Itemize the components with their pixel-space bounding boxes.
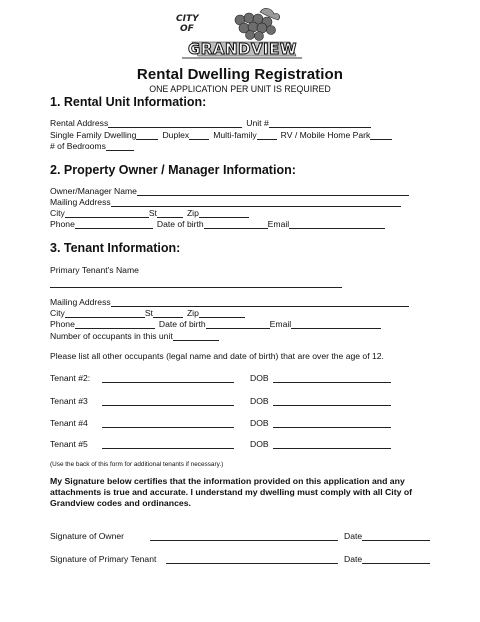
tenant-phone-field[interactable]	[75, 320, 155, 329]
tenant-3-name-field[interactable]	[102, 397, 234, 406]
tenant-4-row	[50, 418, 391, 428]
owner-city-label: City	[50, 208, 65, 218]
owner-mailing-row	[50, 197, 401, 207]
tenant-5-label: Tenant #5	[50, 439, 88, 449]
bedrooms-field[interactable]	[106, 142, 134, 151]
unit-label: Unit #	[246, 118, 269, 128]
bedrooms-row	[50, 141, 134, 151]
owner-dob-label: Date of birth	[156, 219, 204, 229]
tenant-2-label: Tenant #2:	[50, 373, 91, 383]
tenant-zip-label: Zip	[186, 308, 199, 318]
owner-zip-label: Zip	[186, 208, 199, 218]
tenant-signature-field[interactable]	[166, 555, 338, 564]
rental-address-field[interactable]	[108, 119, 242, 128]
tenant-signature-label: Signature of Primary Tenant	[50, 554, 157, 564]
tenant-5-name-field[interactable]	[102, 440, 234, 449]
tenant-5-dob-label: DOB	[250, 439, 269, 449]
tenant-2-row	[50, 373, 391, 383]
city-logo	[172, 6, 312, 64]
primary-tenant-label: Primary Tenant's Name	[50, 265, 139, 275]
section-3-heading: 3. Tenant Information:	[50, 241, 181, 255]
tenant-phone-label: Phone	[50, 319, 75, 329]
rental-address-row	[50, 118, 371, 128]
single-family-field[interactable]	[136, 131, 158, 140]
tenant-signature-date-field[interactable]	[362, 555, 430, 564]
tenant-4-dob-label: DOB	[250, 418, 269, 428]
owner-signature-date-label: Date	[344, 531, 363, 541]
logo-of-text: OF	[180, 24, 194, 34]
logo-city-text: CITY	[176, 14, 199, 24]
multi-family-label: Multi-family	[213, 130, 257, 140]
owner-dob-field[interactable]	[204, 220, 268, 229]
tenant-4-name-field[interactable]	[102, 419, 234, 428]
primary-tenant-field[interactable]	[50, 279, 342, 288]
tenant-4-dob-field[interactable]	[273, 419, 391, 428]
owner-name-field[interactable]	[137, 187, 409, 196]
bedrooms-label: # of Bedrooms	[50, 141, 106, 151]
owner-signature-label: Signature of Owner	[50, 531, 125, 541]
tenant-mailing-field[interactable]	[111, 298, 409, 307]
tenant-signature-row	[50, 554, 430, 564]
owner-st-field[interactable]	[157, 209, 183, 218]
owner-city-row	[50, 208, 249, 218]
tenant-3-row	[50, 396, 391, 406]
tenant-zip-field[interactable]	[199, 309, 245, 318]
duplex-field[interactable]	[189, 131, 209, 140]
owner-signature-date-field[interactable]	[362, 532, 430, 541]
owner-name-label: Owner/Manager Name	[50, 186, 137, 196]
owner-city-field[interactable]	[65, 209, 149, 218]
tenant-dob-field[interactable]	[206, 320, 270, 329]
tenant-5-dob-field[interactable]	[273, 440, 391, 449]
owner-phone-row	[50, 219, 385, 229]
tenant-phone-row	[50, 319, 381, 329]
tenant-st-field[interactable]	[153, 309, 183, 318]
certification-statement: My Signature below certifies that the information provided on this application and any attachments is true and accurate. I understand my dwelling must comply with all City of Grandview codes and ordinances.	[50, 476, 413, 508]
section-1-heading: 1. Rental Unit Information:	[50, 95, 207, 109]
dwelling-type-row	[50, 130, 392, 140]
owner-mailing-label: Mailing Address	[50, 197, 111, 207]
single-family-label: Single Family Dwelling	[50, 130, 137, 140]
duplex-label: Duplex	[162, 130, 190, 140]
tenant-3-label: Tenant #3	[50, 396, 88, 406]
tenant-email-label: Email	[269, 319, 292, 329]
tenant-st-label: St	[144, 308, 153, 318]
owner-zip-field[interactable]	[199, 209, 249, 218]
tenant-email-field[interactable]	[291, 320, 381, 329]
rental-address-label: Rental Address	[50, 118, 109, 128]
tenant-5-row	[50, 439, 391, 449]
owner-email-field[interactable]	[289, 220, 385, 229]
tenant-mailing-row	[50, 297, 409, 307]
owner-signature-field[interactable]	[150, 532, 338, 541]
tenant-2-dob-field[interactable]	[273, 374, 391, 383]
owner-st-label: St	[148, 208, 157, 218]
tenant-2-dob-label: DOB	[250, 373, 269, 383]
tenant-3-dob-field[interactable]	[273, 397, 391, 406]
tenant-signature-date-label: Date	[344, 554, 363, 564]
occupants-row	[50, 331, 219, 341]
tenant-city-label: City	[50, 308, 65, 318]
owner-phone-label: Phone	[50, 219, 75, 229]
back-of-form-note: (Use the back of this form for additional tenants if necessary.)	[50, 461, 224, 468]
tenant-city-row	[50, 308, 245, 318]
owner-mailing-field[interactable]	[111, 198, 401, 207]
tenant-dob-label: Date of birth	[158, 319, 206, 329]
owner-email-label: Email	[267, 219, 290, 229]
section-2-heading: 2. Property Owner / Manager Information:	[50, 163, 296, 177]
form-subtitle: ONE APPLICATION PER UNIT IS REQUIRED	[149, 84, 331, 94]
rv-label: RV / Mobile Home Park	[280, 130, 371, 140]
occupants-label: Number of occupants in this unit	[50, 331, 173, 341]
tenant-4-label: Tenant #4	[50, 418, 88, 428]
owner-phone-field[interactable]	[75, 220, 153, 229]
occupants-note: Please list all other occupants (legal name and date of birth) that are over the age of 12.	[50, 351, 384, 361]
tenant-mailing-label: Mailing Address	[50, 297, 111, 307]
tenant-2-name-field[interactable]	[102, 374, 234, 383]
tenant-3-dob-label: DOB	[250, 396, 269, 406]
form-title: Rental Dwelling Registration	[136, 66, 344, 83]
tenant-city-field[interactable]	[65, 309, 145, 318]
occupants-field[interactable]	[173, 332, 219, 341]
unit-field[interactable]	[269, 119, 371, 128]
owner-signature-row	[50, 531, 430, 541]
logo-name-text: GRANDVIEW	[188, 40, 297, 58]
rv-field[interactable]	[370, 131, 392, 140]
owner-name-row	[50, 186, 409, 196]
multi-family-field[interactable]	[257, 131, 277, 140]
